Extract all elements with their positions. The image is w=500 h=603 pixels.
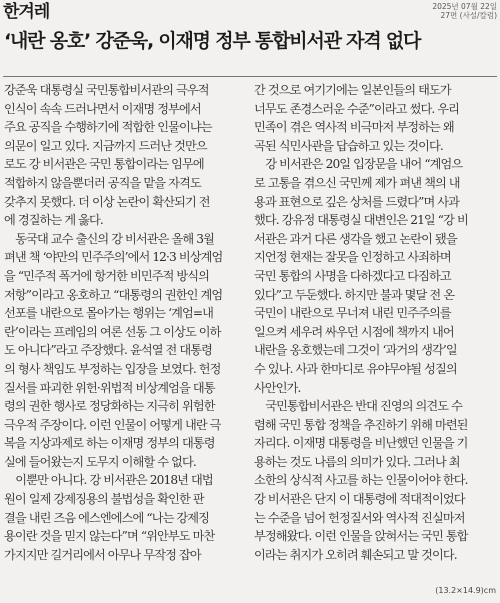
text-line: 내란을 옹호했는데 그것이 ‘과거의 생각’일 [254, 343, 457, 358]
text-line: 적합하지 않을뿐더러 공직을 맡을 자격도 [4, 175, 201, 190]
text-line: 용하는 것도 나름의 의미가 있다. 그러나 최 [254, 454, 460, 469]
newspaper-logo: 한겨레 [3, 2, 50, 22]
text-line: 자리다. 이재명 대통령을 비난했던 인물을 기 [254, 436, 468, 451]
text-line: 복을 지상과제로 하는 이재명 정부의 대통령 [4, 436, 215, 451]
text-line: 란’이라는 프레임의 여론 선동 그 이상도 이하 [4, 324, 221, 339]
text-line: 부정해왔다. 이런 인물을 앉혀서는 국민 통합 [254, 529, 468, 544]
text-line: 갖추지 못했다. 더 이상 논란이 확산되기 전 [4, 194, 210, 209]
text-line: 가지지만 길거리에서 아무나 무작정 잡아 [4, 547, 201, 562]
publication-date: 2025년 07월 22일 [432, 2, 497, 11]
text-line: 서관은 과거 다른 생각을 했고 논란이 됐을 [254, 231, 457, 246]
text-line: 소한의 상식적 사고를 하는 인물이어야 한다. [254, 473, 468, 488]
text-line: 주요 공직을 수행하기에 적합한 인물이냐는 [4, 120, 212, 135]
text-line: 실에 들어왔는지 도무지 이해할 수 없다. [4, 454, 196, 469]
text-line: 의 형사 책임도 부정하는 입장을 보였다. 헌정 [4, 361, 221, 376]
text-line: 강 비서관은 20일 입장문을 내어 “계엄으 [254, 157, 463, 172]
text-line: 저항”이라고 옹호하고 “대통령의 권한인 계엄 [4, 287, 223, 302]
text-line: 령의 권한 행사로 정당화하는 지극히 위험한 [4, 399, 215, 414]
text-line: 너무도 존경스러운 수준”이라고 썼다. 우리 [254, 101, 460, 116]
text-line: 을 “민주적 폭거에 항거한 비민주적 방식의 [4, 268, 210, 283]
text-line: 간 것으로 여기기에는 일본인들의 태도가 [254, 83, 451, 97]
masthead [3, 2, 497, 24]
text-line: 질서를 파괴한 위헌·위법적 비상계엄을 대통 [4, 380, 215, 395]
text-line: 용이란 것을 믿지 않는다”며 “위안부도 마찬 [4, 529, 215, 544]
text-line: 강준욱 대통령실 국민통합비서관의 극우적 [4, 83, 209, 97]
text-line: 의문이 일고 있다. 지금까지 드러난 것만으 [4, 138, 207, 153]
dateline [432, 2, 497, 20]
text-line: 원이 일제 강제징용의 불법성을 확인한 판 [4, 492, 204, 507]
text-line: 곡된 식민사관을 답습하고 있는 것이다. [254, 138, 443, 153]
text-line: 수 있나. 사과 한마디로 유야무야될 성질의 [254, 361, 457, 376]
text-line: 이라는 취지가 오히려 훼손되고 말 것이다. [254, 547, 457, 562]
text-line: 지언정 현재는 잘못을 인정하고 사죄하며 [254, 250, 451, 265]
text-line: 렴해 국민 통합 정책을 추진하기 위해 마련된 [254, 417, 468, 432]
text-line: 인식이 속속 드러나면서 이재명 정부에서 [4, 101, 201, 116]
text-line: 국민 통합의 사명을 다하겠다고 다짐하고 [254, 268, 451, 283]
text-line: 동국대 교수 출신의 강 비서관은 올해 3월 [4, 231, 214, 246]
text-line: 사안인가. [254, 380, 301, 395]
text-line: 에 경질하는 게 옳다. [4, 213, 103, 228]
text-line: 로 고통을 겪으신 국민께 제가 펴낸 책의 내 [254, 175, 460, 190]
text-line: 국민통합비서관은 반대 진영의 의견도 수 [254, 399, 463, 414]
text-line: 일으켜 세우려 싸우던 시점에 책까지 내어 [254, 324, 454, 339]
text-line: 이뿐만 아니다. 강 비서관은 2018년 대법 [4, 473, 213, 488]
page-section: 27면 (사설/칼럼) [440, 11, 497, 20]
text-line: 극우적 주장이다. 이런 인물이 어떻게 내란 극 [4, 417, 221, 432]
text-line: 있다”고 두둔했다. 하지만 불과 몇달 전 온 [254, 287, 455, 302]
headline-divider [3, 76, 497, 77]
text-line: 도 아니다”라고 주장했다. 윤석열 전 대통령 [4, 343, 213, 358]
editorial-headline: ‘내란 옹호’ 강준욱, 이재명 정부 통합비서관 자격 없다 [4, 30, 421, 52]
text-line: 는 수준을 넘어 헌정질서와 역사적 진실마저 [254, 510, 465, 525]
text-line: 펴낸 책 ‘야만의 민주주의’에서 12·3 비상계엄 [4, 250, 223, 265]
clipping-size: (13.2×14.9)cm [435, 586, 496, 595]
text-line: 결을 내린 즈음 에스엔에스에 “나는 강제징 [4, 510, 210, 525]
text-line: 민족이 겪은 역사적 비극마저 부정하는 왜 [254, 120, 454, 135]
text-line: 국민이 내란으로 무너져 내린 민주주의를 [254, 306, 451, 321]
text-line: 용과 표현으로 깊은 상처를 드렸다”며 사과 [254, 194, 460, 209]
text-line: 선포를 내란으로 몰아가는 행위는 ‘계엄=내 [4, 306, 214, 321]
article-column-left [4, 81, 247, 564]
text-line: 강 비서관은 단지 이 대통령에 적대적이었다 [254, 492, 465, 507]
text-line: 했다. 강유정 대통령실 대변인은 21일 “강 비 [254, 213, 468, 228]
text-line: 로도 강 비서관은 국민 통합이라는 임무에 [4, 157, 204, 172]
article-column-right [254, 81, 497, 564]
